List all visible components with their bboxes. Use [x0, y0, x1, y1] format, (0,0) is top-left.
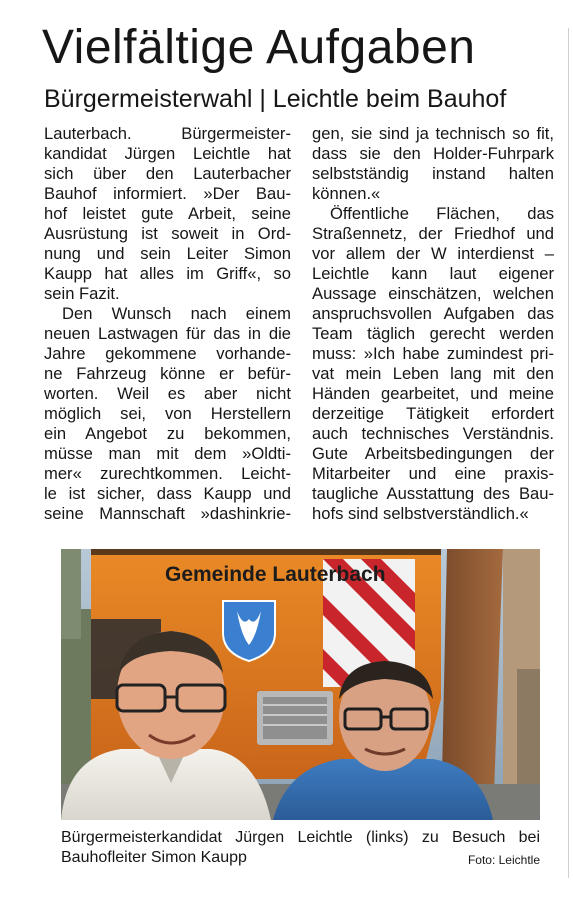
text-line: ne Fahrzeug könne er befür-: [44, 364, 291, 383]
vehicle-lettering: Gemeinde Lauterbach: [165, 563, 386, 586]
text-line: derzeitige Tätigkeit erfordert: [312, 404, 554, 423]
text-line: Kaupp hat alles im Griff«, so: [44, 264, 291, 283]
text-line: nung und sein Leiter Simon: [44, 244, 291, 263]
text-column-right: [312, 124, 554, 524]
text-line: kandidat Jürgen Leichtle hat: [44, 144, 291, 163]
text-line: Straßennetz, der Friedhof und: [312, 224, 554, 243]
text-line: sein Fazit.: [44, 284, 120, 303]
text-line: Händen gearbeitet, und meine: [312, 384, 554, 403]
text-line: muss: »Ich habe zumindest pri-: [312, 344, 554, 363]
text-line: können.«: [312, 184, 381, 203]
photo-caption: [61, 828, 540, 868]
text-line: neuen Lastwagen für das in die: [44, 324, 291, 343]
photo-credit: Foto: Leichtle: [467, 853, 540, 867]
caption-text: Bürgermeisterkandidat Jürgen Leichtle (links) zu Besuch bei: [61, 829, 540, 846]
text-line: dass sie den Holder-Fuhrpark: [312, 144, 554, 163]
text-line: Leichtle kann laut eigener: [312, 264, 554, 283]
text-line: Gute Arbeitsbedingungen der: [312, 444, 554, 463]
text-line: Öffentliche Flächen, das: [330, 204, 554, 223]
text-line: seine Mannschaft »dashinkrie-: [44, 504, 291, 523]
text-line: selbstständig instand halten: [312, 164, 554, 183]
text-line: vat mein Leben lang mit den: [312, 364, 554, 383]
text-line: Aussage einschätzen, welchen: [312, 284, 554, 303]
text-line: Lauterbach. Bürgermeister-: [44, 124, 291, 143]
caption-text: Bauhofleiter Simon Kaupp: [61, 849, 247, 866]
article-photo: [61, 549, 540, 820]
text-line: hofs sind selbstverständlich.«: [312, 504, 529, 523]
text-line: möglich sei, von Herstellern: [44, 404, 291, 423]
caption-line-2: [61, 848, 540, 868]
text-line: Mitarbeiter und eine praxis-: [312, 464, 554, 483]
headline: Vielfältige Aufgaben: [42, 21, 476, 74]
text-line: hof leistet gute Arbeit, seine: [44, 204, 291, 223]
text-line: taugliche Ausstattung des Bau-: [312, 484, 554, 503]
text-line: Team täglich gerecht werden: [312, 324, 554, 343]
text-line: auch technisches Verständnis.: [312, 424, 554, 443]
text-line: sich über den Lauterbacher: [44, 164, 291, 183]
text-line: ein Angebot zu bekommen,: [44, 424, 291, 443]
text-line: Den Wunsch nach einem: [62, 304, 291, 323]
column-rule: [568, 28, 569, 878]
text-column-left: [44, 124, 291, 524]
text-line: Bauhof informiert. »Der Bau-: [44, 184, 291, 203]
text-line: Ausrüstung ist soweit in Ord-: [44, 224, 291, 243]
text-line: le ist sicher, dass Kaupp und: [44, 484, 291, 503]
text-line: worten. Weil es aber nicht: [44, 384, 291, 403]
text-line: mer« zurechtkommen. Leicht-: [44, 464, 291, 483]
text-line: müsse man mit dem »Oldti-: [44, 444, 291, 463]
text-line: vor allem der W interdienst –: [312, 244, 554, 263]
text-line: Jahre gekommene vorhande-: [44, 344, 291, 363]
text-line: gen, sie sind ja technisch so fit,: [312, 124, 554, 143]
text-line: anspruchsvollen Aufgaben das: [312, 304, 554, 323]
subheadline: Bürgermeisterwahl | Leichtle beim Bauhof: [44, 85, 507, 113]
